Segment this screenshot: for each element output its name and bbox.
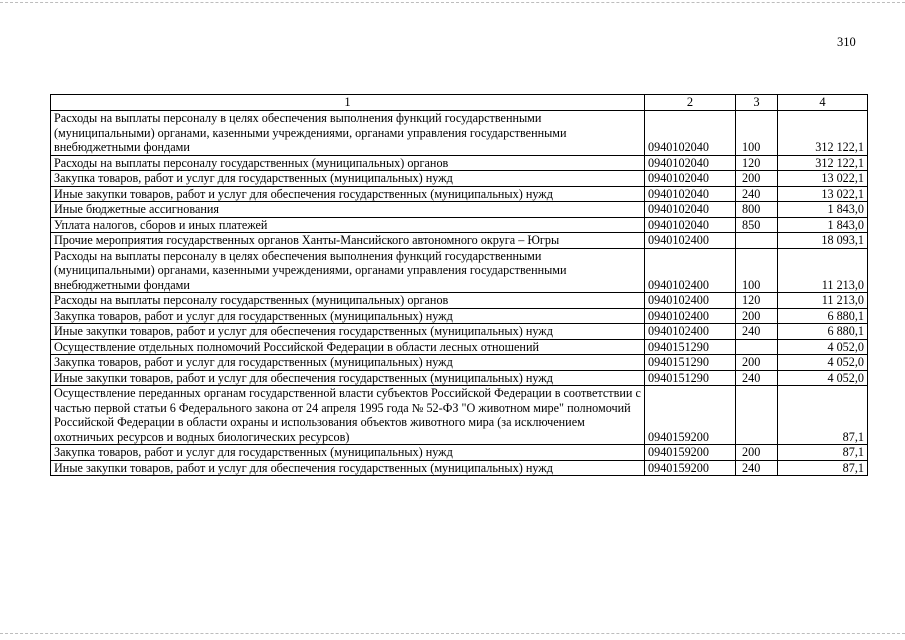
cell-amount: 6 880,1 bbox=[778, 324, 868, 340]
cell-code: 0940102400 bbox=[645, 293, 736, 309]
cell-expense-type bbox=[736, 339, 778, 355]
cell-code: 0940159200 bbox=[645, 386, 736, 445]
cell-code: 0940102400 bbox=[645, 308, 736, 324]
cell-amount: 4 052,0 bbox=[778, 370, 868, 386]
table-row bbox=[51, 460, 868, 476]
cell-expense-type: 850 bbox=[736, 217, 778, 233]
cell-code: 0940102040 bbox=[645, 111, 736, 156]
cell-name: Закупка товаров, работ и услуг для государственных (муниципальных) нужд bbox=[51, 355, 645, 371]
cell-expense-type: 240 bbox=[736, 460, 778, 476]
scan-edge-bottom bbox=[0, 633, 905, 634]
cell-amount: 312 122,1 bbox=[778, 155, 868, 171]
cell-name: Осуществление переданных органам государственной власти субъектов Российской Федерации в соответствии с частью первой статьи 6 Федерального закона от 24 апреля 1995 года № 52-ФЗ "О животном мире" полномочий Российской Федерации в области охраны и использования объектов животного мира (за исключением охотничьих ресурсов и водных биологических ресурсов) bbox=[51, 386, 645, 445]
cell-name: Расходы на выплаты персоналу государственных (муниципальных) органов bbox=[51, 155, 645, 171]
cell-name: Закупка товаров, работ и услуг для государственных (муниципальных) нужд bbox=[51, 171, 645, 187]
cell-code: 0940151290 bbox=[645, 370, 736, 386]
cell-amount: 4 052,0 bbox=[778, 355, 868, 371]
header-col-4: 4 bbox=[778, 95, 868, 111]
cell-amount: 4 052,0 bbox=[778, 339, 868, 355]
cell-name: Иные закупки товаров, работ и услуг для обеспечения государственных (муниципальных) нужд bbox=[51, 460, 645, 476]
cell-code: 0940102040 bbox=[645, 217, 736, 233]
cell-amount: 1 843,0 bbox=[778, 202, 868, 218]
cell-name: Иные закупки товаров, работ и услуг для обеспечения государственных (муниципальных) нужд bbox=[51, 370, 645, 386]
table-row bbox=[51, 186, 868, 202]
cell-code: 0940102400 bbox=[645, 324, 736, 340]
cell-code: 0940102040 bbox=[645, 171, 736, 187]
table-row bbox=[51, 202, 868, 218]
cell-name: Расходы на выплаты персоналу государственных (муниципальных) органов bbox=[51, 293, 645, 309]
header-row bbox=[51, 95, 868, 111]
cell-expense-type: 200 bbox=[736, 171, 778, 187]
cell-amount: 13 022,1 bbox=[778, 186, 868, 202]
table-row bbox=[51, 155, 868, 171]
cell-amount: 87,1 bbox=[778, 445, 868, 461]
cell-amount: 87,1 bbox=[778, 386, 868, 445]
cell-code: 0940151290 bbox=[645, 339, 736, 355]
table-row bbox=[51, 293, 868, 309]
cell-expense-type: 120 bbox=[736, 155, 778, 171]
table-row bbox=[51, 233, 868, 249]
cell-name: Иные закупки товаров, работ и услуг для обеспечения государственных (муниципальных) нужд bbox=[51, 186, 645, 202]
cell-expense-type: 100 bbox=[736, 248, 778, 293]
cell-expense-type: 200 bbox=[736, 308, 778, 324]
cell-amount: 87,1 bbox=[778, 460, 868, 476]
cell-name: Расходы на выплаты персоналу в целях обеспечения выполнения функций государственными (муниципальными) органами, казенными учреждениями, органами управления государственными внебюджетными фондами bbox=[51, 248, 645, 293]
cell-name: Иные закупки товаров, работ и услуг для обеспечения государственных (муниципальных) нужд bbox=[51, 324, 645, 340]
table-body bbox=[51, 111, 868, 476]
cell-code: 0940159200 bbox=[645, 460, 736, 476]
cell-expense-type bbox=[736, 233, 778, 249]
table-row bbox=[51, 355, 868, 371]
table-row bbox=[51, 324, 868, 340]
cell-expense-type: 240 bbox=[736, 324, 778, 340]
cell-code: 0940102040 bbox=[645, 186, 736, 202]
cell-expense-type: 240 bbox=[736, 186, 778, 202]
cell-name: Закупка товаров, работ и услуг для государственных (муниципальных) нужд bbox=[51, 445, 645, 461]
cell-code: 0940151290 bbox=[645, 355, 736, 371]
cell-expense-type: 200 bbox=[736, 445, 778, 461]
cell-amount: 18 093,1 bbox=[778, 233, 868, 249]
scan-edge-top bbox=[0, 2, 905, 3]
cell-name: Закупка товаров, работ и услуг для государственных (муниципальных) нужд bbox=[51, 308, 645, 324]
cell-name: Иные бюджетные ассигнования bbox=[51, 202, 645, 218]
table-row bbox=[51, 370, 868, 386]
cell-name: Осуществление отдельных полномочий Российской Федерации в области лесных отношений bbox=[51, 339, 645, 355]
cell-amount: 11 213,0 bbox=[778, 248, 868, 293]
table-row bbox=[51, 339, 868, 355]
table-row bbox=[51, 445, 868, 461]
cell-expense-type bbox=[736, 386, 778, 445]
cell-expense-type: 240 bbox=[736, 370, 778, 386]
cell-amount: 1 843,0 bbox=[778, 217, 868, 233]
cell-amount: 6 880,1 bbox=[778, 308, 868, 324]
cell-expense-type: 120 bbox=[736, 293, 778, 309]
cell-code: 0940159200 bbox=[645, 445, 736, 461]
cell-expense-type: 200 bbox=[736, 355, 778, 371]
table-row bbox=[51, 386, 868, 445]
header-col-2: 2 bbox=[645, 95, 736, 111]
table-row bbox=[51, 248, 868, 293]
header-col-3: 3 bbox=[736, 95, 778, 111]
cell-code: 0940102400 bbox=[645, 248, 736, 293]
budget-table bbox=[50, 94, 868, 476]
table-row bbox=[51, 111, 868, 156]
table-row bbox=[51, 308, 868, 324]
cell-expense-type: 100 bbox=[736, 111, 778, 156]
cell-expense-type: 800 bbox=[736, 202, 778, 218]
table-row bbox=[51, 171, 868, 187]
table-row bbox=[51, 217, 868, 233]
cell-code: 0940102040 bbox=[645, 155, 736, 171]
header-col-1: 1 bbox=[51, 95, 645, 111]
cell-code: 0940102400 bbox=[645, 233, 736, 249]
cell-amount: 13 022,1 bbox=[778, 171, 868, 187]
cell-code: 0940102040 bbox=[645, 202, 736, 218]
cell-name: Расходы на выплаты персоналу в целях обеспечения выполнения функций государственными (муниципальными) органами, казенными учреждениями, органами управления государственными внебюджетными фондами bbox=[51, 111, 645, 156]
cell-name: Прочие мероприятия государственных органов Ханты-Мансийского автономного округа – Югры bbox=[51, 233, 645, 249]
cell-amount: 312 122,1 bbox=[778, 111, 868, 156]
page-number: 310 bbox=[837, 35, 856, 49]
cell-amount: 11 213,0 bbox=[778, 293, 868, 309]
cell-name: Уплата налогов, сборов и иных платежей bbox=[51, 217, 645, 233]
